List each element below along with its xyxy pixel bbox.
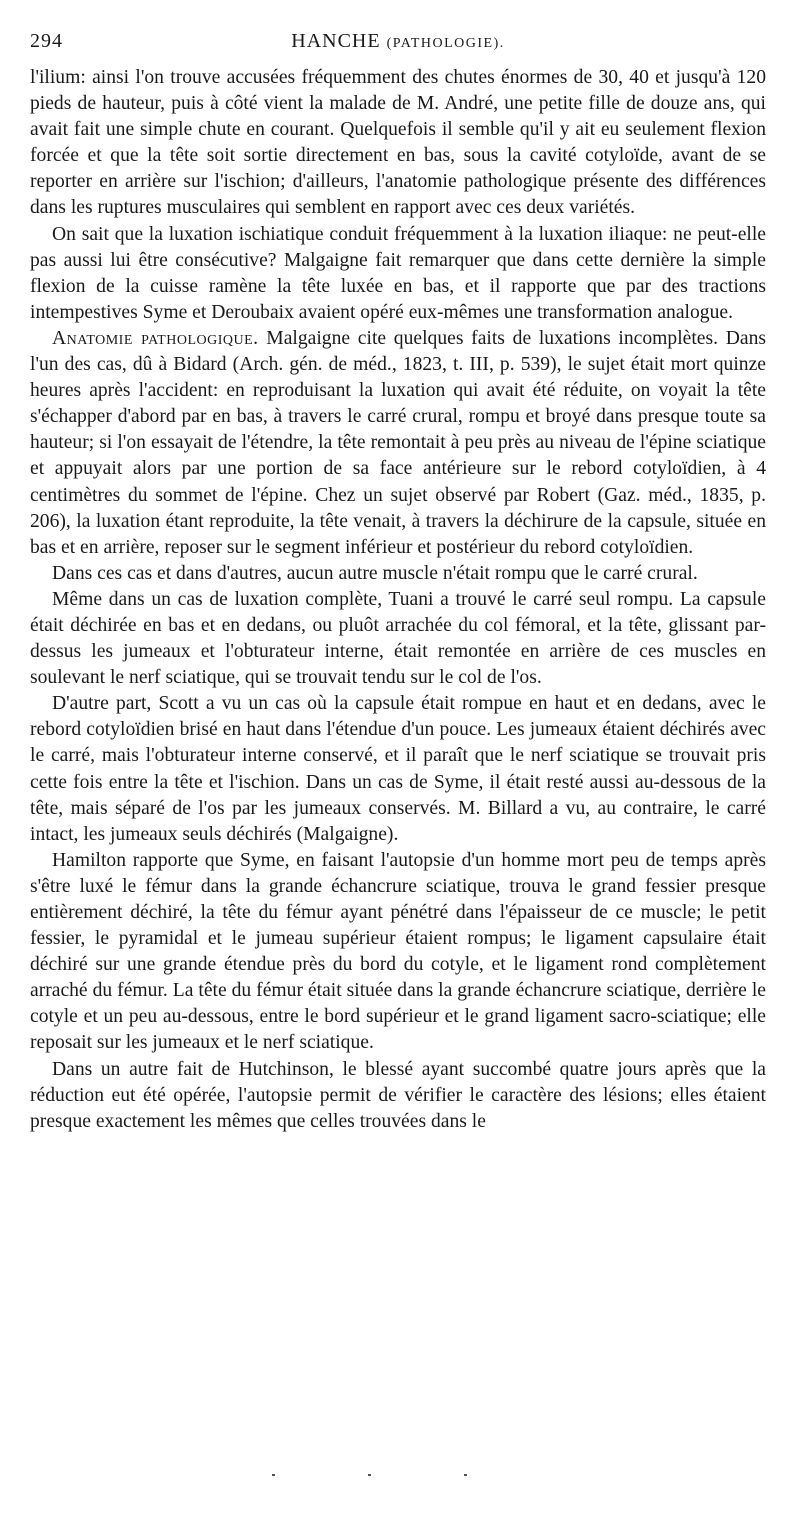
paragraph-text: l'ilium: ainsi l'on trouve accusées fréquemment des chutes énormes de 30, 40 et jusqu'à 120 pieds de hauteur, puis à côté vient la malade de M. André, une petite fille de douze ans, qui avait fait une simple chute en courant. Quelquefois il semble qu'il y ait eu seulement flexion forcée et que la tête soit sortie directement en bas, sous la cavité cotyloïde, avant de se reporter en arrière sur l'ischion; d'ailleurs, l'anatomie pathologique présente des différences dans les ruptures musculaires qui semblent en rapport avec ces deux variétés.	[30, 67, 766, 219]
paragraph-text: Même dans un cas de luxation complète, Tuani a trouvé le carré seul rompu. La capsule était déchirée en bas et en dedans, ou pluôt arrachée du col fémoral, et la tête, glissant par-dessus les jumeaux et l'obturateur interne, était remontée en arrière de ces muscles en soulevant le nerf sciatique, qui se trouvait tendu sur le col de l'os.	[30, 588, 766, 689]
paragraph	[30, 587, 766, 691]
paragraph	[30, 326, 766, 561]
paragraph-text: D'autre part, Scott a vu un cas où la capsule était rompue en haut et en dedans, avec le rebord cotyloïdien brisé en haut dans l'étendue d'un pouce. Les jumeaux étaient déchirés avec le carré, mais l'obturateur interne conservé, et il paraît que le nerf sciatique se trouvait pris cette fois entre la tête et l'ischion. Dans un cas de Syme, il était resté aussi au-dessous de la tête, mais séparé de l'os par les jumeaux conservés. M. Billard a vu, au contraire, le carré intact, les jumeaux seuls déchirés (Malgaigne).	[30, 693, 766, 845]
ornament-dot	[272, 1474, 275, 1476]
running-title: HANCHE	[291, 30, 381, 52]
page-header	[30, 28, 766, 54]
paragraph	[30, 848, 766, 1057]
ornament-dot	[464, 1474, 467, 1476]
paragraph	[30, 691, 766, 848]
running-head	[30, 28, 766, 57]
running-subtitle: (PATHOLOGIE).	[386, 36, 505, 51]
body-text	[30, 65, 766, 1135]
page-number: 294	[30, 30, 63, 52]
section-heading: Anatomie pathologique.	[52, 327, 259, 349]
ornament-dot	[368, 1474, 371, 1476]
book-page	[30, 28, 766, 1135]
paragraph	[30, 1057, 766, 1135]
paragraph	[30, 561, 766, 587]
paragraph-text: Hamilton rapporte que Syme, en faisant l'autopsie d'un homme mort peu de temps après s'être luxé le fémur dans la grande échancrure sciatique, trouva le grand fessier presque entièrement déchiré, la tête du fémur ayant pénétré dans l'épaisseur de ce muscle; le petit fessier, le pyramidal et le jumeau supérieur étaient rompus; le ligament capsulaire était déchiré sur une grande étendue près du bord du cotyle, et le ligament rond complètement arraché du fémur. La tête du fémur était située dans la grande échancrure sciatique, derrière le cotyle et un peu au-dessous, entre le bord supérieur et le grand ligament sacro-sciatique; elle reposait sur les jumeaux et le nerf sciatique.	[30, 849, 766, 1054]
footer-ornament	[250, 1474, 490, 1480]
paragraph-text: Dans un autre fait de Hutchinson, le blessé ayant succombé quatre jours après que la réduction eut été opérée, l'autopsie permit de vérifier le caractère des lésions; elles étaient presque exactement les mêmes que celles trouvées dans le	[30, 1058, 766, 1132]
paragraph-text: Dans ces cas et dans d'autres, aucun autre muscle n'était rompu que le carré crural.	[52, 562, 698, 584]
paragraph	[30, 65, 766, 222]
paragraph-text: On sait que la luxation ischiatique conduit fréquemment à la luxation iliaque: ne peut-elle pas aussi lui être consécutive? Malgaigne fait remarquer que dans cette dernière la simple flexion de la cuisse ramène la tête luxée en bas, et il rapporte que par des tractions intempestives Syme et Deroubaix avaient opéré eux-mêmes une transformation analogue.	[30, 223, 766, 323]
paragraph-text: Malgaigne cite quelques faits de luxations incomplètes. Dans l'un des cas, dû à Bidard (Arch. gén. de méd., 1823, t. III, p. 539), le sujet était mort quinze heures après l'accident: en reproduisant la luxation qui avait été réduite, on voyait la tête s'échapper d'abord par en bas, à travers le carré crural, rompu et broyé dans presque toute sa hauteur; si l'on essayait de l'étendre, la tête remontait à peu près au niveau de l'épine sciatique et appuyait alors par une portion de sa face antérieure sur le rebord cotyloïdien, à 4 centimètres du sommet de l'épine. Chez un sujet observé par Robert (Gaz. méd., 1835, p. 206), la luxation étant reproduite, la tête venait, à travers la déchirure de la capsule, située en bas et en arrière, reposer sur le segment inférieur et postérieur du rebord cotyloïdien.	[30, 327, 766, 558]
paragraph	[30, 222, 766, 326]
